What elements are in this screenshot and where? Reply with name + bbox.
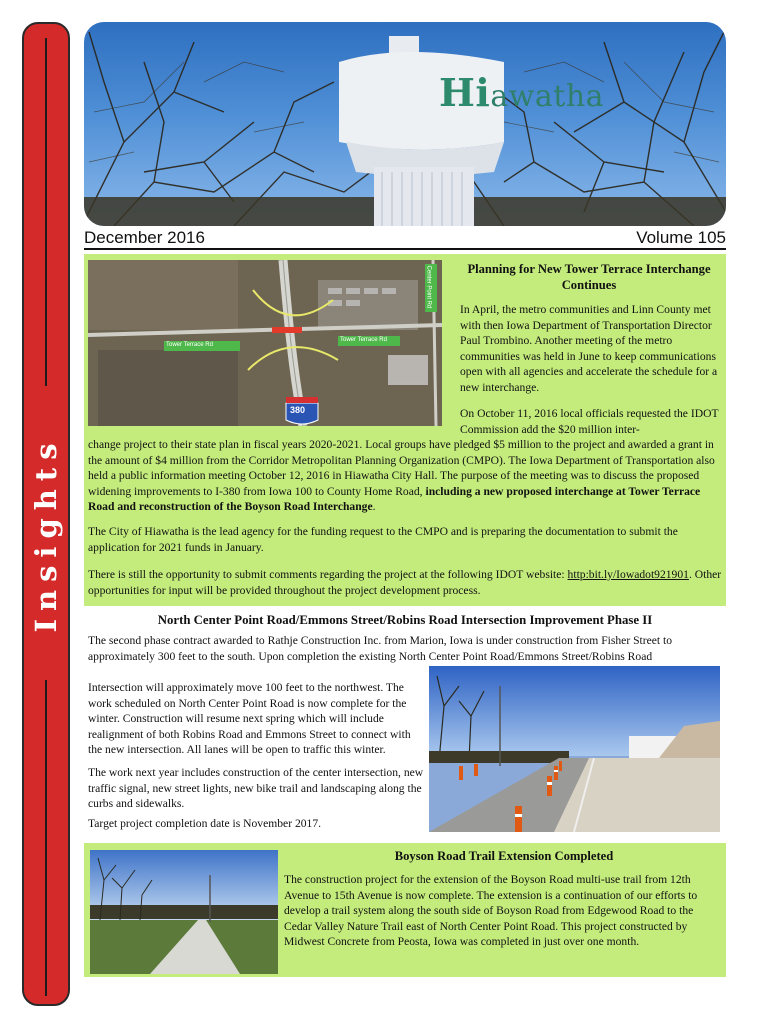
map-label-tower-terrace-east: Tower Terrace Rd [340, 337, 387, 343]
article1-headline: Planning for New Tower Terrace Interchange Continues [467, 262, 711, 292]
interchange-aerial-map [88, 260, 442, 426]
map-label-center-point: Center Point Rd [425, 265, 432, 309]
aerial-map-illustration [88, 260, 442, 426]
tower-lettering [439, 70, 604, 115]
article3-headline: Boyson Road Trail Extension Completed [394, 849, 614, 863]
article1-paragraph-1: In April, the metro communities and Linn County met with then Iowa Department of Transportation Director Paul Trombino. Another meeting of the metro communities was held in June to keep communications open with all agencies and accelerate the schedule for a new interchange. [460, 303, 718, 394]
article1-p4-end: . Other opportunities for input will be provided throughout the project development process. [88, 568, 722, 597]
sidebar-banner [22, 22, 70, 1006]
article2-paragraph-1-continued: Intersection will approximately move 100 feet to the northwest. The work scheduled on North Center Point Road is now complete for the winter. Construction will resume next spring which will include realignment of both Robins Road and Emmons Street to connect with the new intersection. All lanes will be open to traffic this winter. [88, 681, 411, 756]
article2-paragraph-3: Target project completion date is November 2017. [88, 817, 322, 830]
sidebar-rule-top [45, 38, 47, 386]
issue-volume: Volume 105 [636, 228, 726, 247]
article2-paragraph-1: The second phase contract awarded to Rathje Construction Inc. from Marion, Iowa is under construction from Fisher Street to approximately 300 feet to the south. Upon completion the existing North Center Point Road/Emmons Street/Robins Road [88, 634, 673, 663]
article1-p2-text: change project to their state plan in fiscal years 2020-2021. Local groups have pledged $5 million to the project and awarded a grant in the amount of $4 million from the Corridor Metropolitan Planning Organization (CMPO). The Iowa Department of Transportation also held a public information meeting October 12, 2016 in Hiawatha City Hall. The purpose of the meeting was to discuss the proposed widening improvements to I-380 from Iowa 100 to County Home Road, [88, 438, 715, 498]
article1-p4-start: There is still the opportunity to submit comments regarding the project at the following IDOT website: [88, 568, 568, 581]
issue-dateline [84, 228, 726, 250]
road-construction-photo [429, 666, 720, 832]
article1-paragraph-3: The City of Hiawatha is the lead agency for the funding request to the CMPO and is preparing the documentation to submit the application for 2021 funds in January. [88, 525, 678, 554]
sidebar-rule-bottom [45, 680, 47, 996]
interstate-shield-number: 380 [290, 405, 306, 415]
article2-headline: North Center Point Road/Emmons Street/Robins Road Intersection Improvement Phase II [157, 613, 653, 627]
banner-illustration [84, 22, 726, 226]
tower-initial: Hi [439, 70, 491, 115]
construction-illustration [429, 666, 720, 832]
water-tower-banner-photo [84, 22, 726, 226]
article-tower-terrace [84, 254, 726, 606]
article1-p2-bold: including a new proposed interchange at Tower Terrace Road and reconstruction of the Boyson Road Interchange [88, 484, 701, 513]
tower-name: awatha [490, 79, 605, 114]
map-label-tower-terrace-west: Tower Terrace Rd [166, 342, 213, 348]
boyson-trail-photo [90, 850, 278, 974]
article1-p2-end: . [372, 500, 376, 513]
issue-date: December 2016 [84, 228, 205, 247]
article1-paragraph-4 [88, 567, 722, 598]
article2-paragraph-2: The work next year includes construction of the center intersection, new traffic signal, new street lights, new bike trail and landscaping along the curbs and sidewalks. [88, 766, 424, 810]
newsletter-title: Insights [29, 435, 63, 633]
article1-paragraph-2-start: On October 11, 2016 local officials requested the IDOT Commission add the $20 million inter- [460, 407, 719, 436]
idot-comment-link[interactable]: http:bit.ly/Iowadot921901 [567, 568, 689, 581]
article-boyson-trail [84, 843, 726, 977]
article1-paragraph-2-continued [88, 437, 722, 515]
trail-illustration [90, 850, 278, 974]
article3-paragraph-1: The construction project for the extension of the Boyson Road multi-use trail from 12th Avenue to 15th Avenue is now complete. The extension is a continuation of our efforts to develop a trail system along the south side of Boyson Road from Edgewood Road to the Cedar Valley Nature Trail east of North Center Point Road. This project constructed by Midwest Concrete from Peosta, Iowa was completed in just over one month. [284, 873, 698, 948]
